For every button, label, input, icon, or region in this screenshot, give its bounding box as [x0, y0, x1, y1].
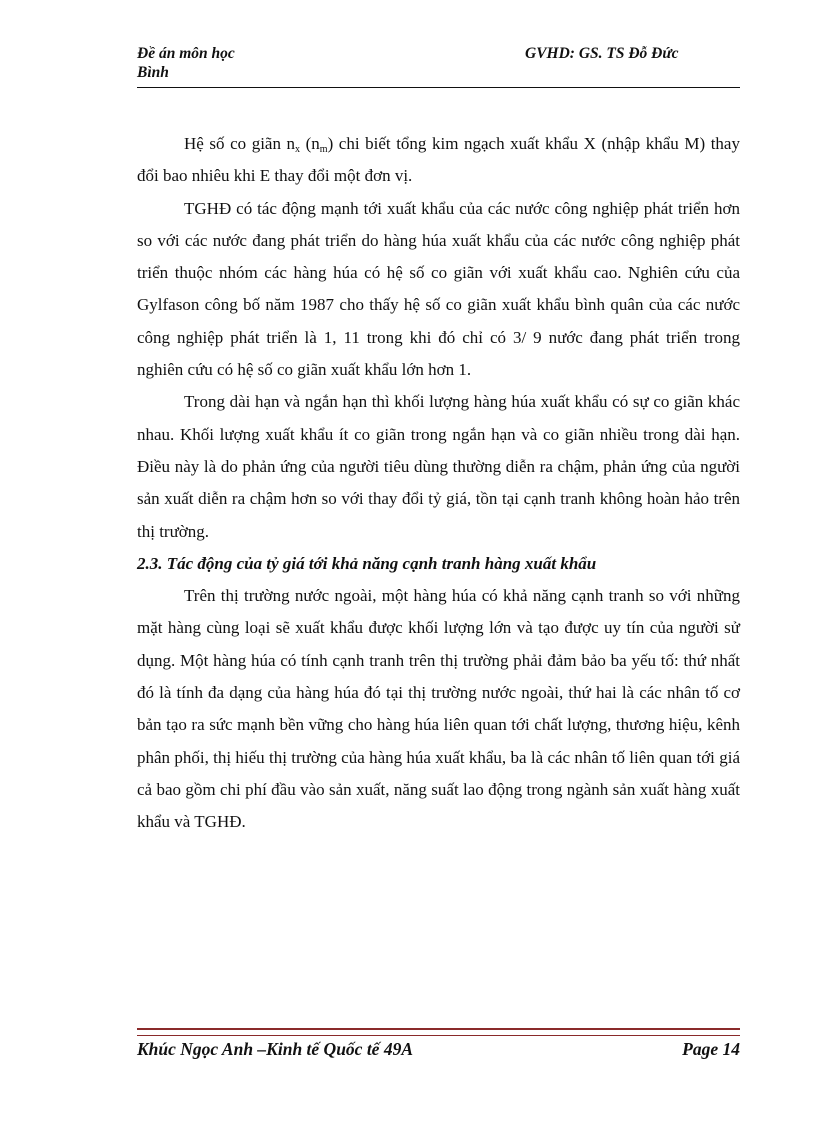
header-left	[137, 44, 235, 82]
header-course-subtitle: Bình	[137, 64, 169, 81]
footer-divider	[137, 1028, 740, 1036]
paragraph-text: (n	[300, 134, 320, 153]
header-supervisor: GVHD: GS. TS Đỗ Đức	[525, 45, 679, 62]
paragraph-long-short-term: Trong dài hạn và ngắn hạn thì khối lượng hàng húa xuất khẩu có sự co giãn khác nhau. Khối lượng xuất khẩu ít co giãn trong ngắn hạn và co giãn nhiều trong dài hạn. Điều này là do phản ứng của người tiêu dùng thường diễn ra chậm, phản ứng của người sản xuất diễn ra chậm hơn so với thay đổi tỷ giá, tồn tại cạnh tranh không hoàn hảo trên thị trường.	[137, 392, 740, 541]
page-number: Page 14	[682, 1039, 740, 1059]
subscript-m: m	[319, 144, 328, 155]
paragraph-competitiveness: Trên thị trường nước ngoài, một hàng húa có khả năng cạnh tranh so với những mặt hàng cùng loại sẽ xuất khẩu được khối lượng lớn và tạo được uy tín của người sử dụng. Một hàng húa có tính cạnh tranh trên thị trường phải đảm bảo ba yếu tố: thứ nhất đó là tính đa dạng của hàng húa đó tại thị trường nước ngoài, thứ hai là các nhân tố cơ bản tạo ra sức mạnh bền vững cho hàng húa liên quan tới chất lượng, thương hiệu, kênh phân phối, thị hiếu thị trường của hàng húa xuất khẩu, ba là các nhân tố liên quan tới giá cả bao gồm chi phí đầu vào sản xuất, năng suất lao động trong ngành sản xuất hàng xuất khẩu và TGHĐ.	[137, 586, 740, 832]
header-course-title: Đề án môn học	[137, 45, 235, 62]
paragraph-text: ) chi biết tổng kim ngạch xuất khẩu X (nhập khẩu M) thay đổi bao nhiêu khi E thay đổi một đơn vị.	[137, 134, 740, 186]
header-divider	[137, 87, 740, 88]
section-heading: 2.3. Tác động của tỷ giá tới khả năng cạnh tranh hàng xuất khẩu	[137, 553, 597, 573]
document-body	[137, 128, 740, 839]
paragraph-elasticity	[137, 128, 740, 193]
paragraph-tghd-impact: TGHĐ có tác động mạnh tới xuất khẩu của các nước công nghiệp phát triển hơn so với các nước đang phát triển do hàng húa xuất khẩu của các nước công nghiệp phát triển thuộc nhóm các hàng húa có hệ số co giãn với xuất khẩu cao. Nghiên cứu của Gylfason công bố năm 1987 cho thấy hệ số co giãn xuất khẩu bình quân của các nước công nghiệp phát triển là 1, 11 trong khi đó chỉ có 3/ 9 nước đang phát triển trong nghiên cứu có hệ số co giãn xuất khẩu lớn hơn 1.	[137, 198, 740, 380]
footer-author: Khúc Ngọc Anh –Kinh tế Quốc tế 49A	[137, 1039, 413, 1059]
page-header	[137, 44, 740, 90]
subscript-x: x	[295, 144, 301, 155]
paragraph-text: Hệ số co giãn n	[184, 134, 296, 153]
page-footer	[137, 1039, 740, 1061]
